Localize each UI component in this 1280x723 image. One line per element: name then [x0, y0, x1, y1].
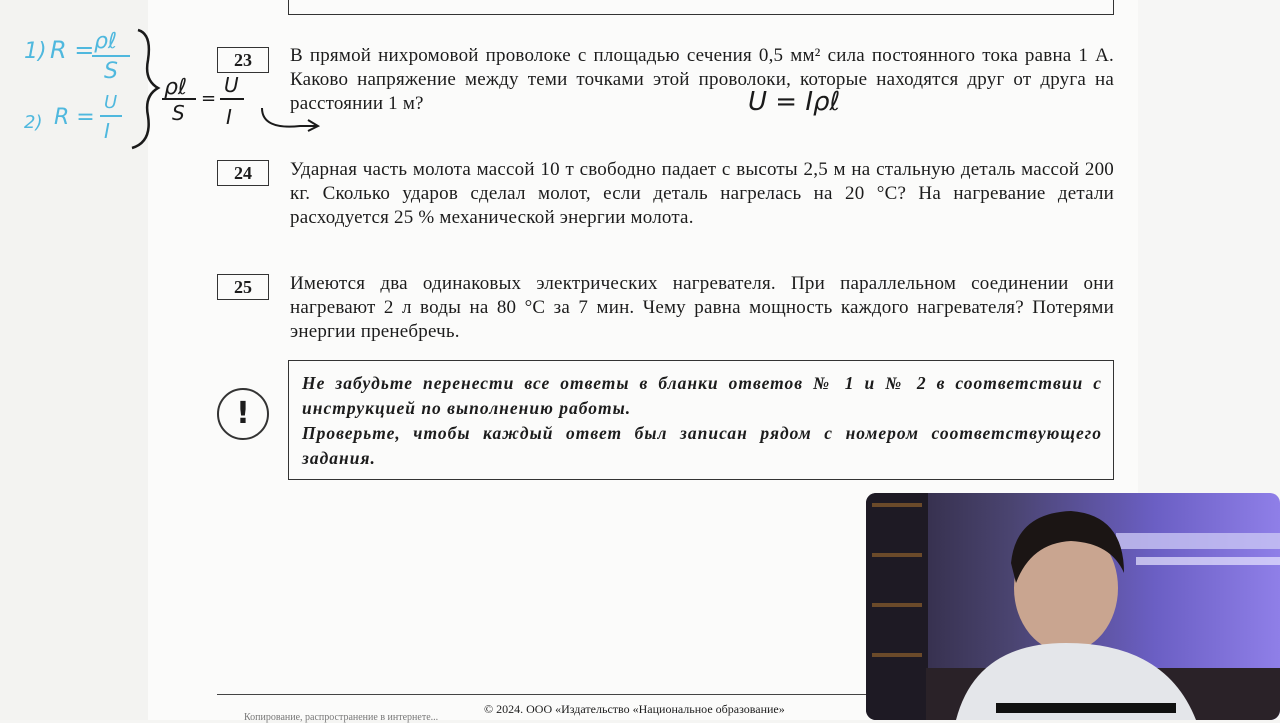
question-number-24: 24 [217, 160, 269, 186]
svg-text:R =: R = [54, 105, 95, 130]
svg-text:U: U [104, 92, 118, 113]
svg-text:U: U [224, 73, 239, 97]
question-text-25: Имеются два одинаковых электрических нагревателя. При параллельном соединении они нагревают 2 л воды на 80 °C за 7 мин. Чему равна мощность каждого нагревателя? Потерями энергии пренебречь. [290, 273, 1114, 342]
svg-text:ρℓ: ρℓ [94, 29, 118, 54]
svg-text:I: I [226, 105, 232, 129]
exclamation-icon: ! [217, 388, 269, 440]
question-text-24: Ударная часть молота массой 10 т свободно падает с высоты 2,5 м на стальную деталь массой 200 кг. Сколько ударов сделал молот, если деталь нагрелась на 20 °C? На нагревание детали расходуется 25 % механической энергии молота. [290, 159, 1114, 228]
svg-text:S: S [172, 101, 185, 125]
footer-note: Копирование, распространение в интернете... [244, 712, 439, 723]
svg-text:=: = [201, 88, 217, 109]
notice-line-2: Проверьте, чтобы каждый ответ был записан рядом с номером соответствующего задания. [302, 423, 1102, 468]
svg-text:R =: R = [50, 36, 95, 64]
presenter-webcam [866, 493, 1280, 720]
formula1-number: 1) [24, 39, 47, 64]
notice-line-1: Не забудьте перенести все ответы в бланки ответов № 1 и № 2 в соответствии с инструкцией по выполнению работы. [302, 373, 1102, 418]
question-number-23: 23 [217, 47, 269, 73]
question-text-23: В прямой нихромовой проволоке с площадью сечения 0,5 мм² сила постоянного тока равна 1 А. Каково напряжение между теми точками этой проволоки, которые находятся друг от друга на расстоянии 1 м? [290, 45, 1114, 114]
svg-text:I: I [104, 119, 110, 143]
svg-text:S: S [104, 59, 118, 84]
footer-copyright: © 2024. ООО «Издательство «Национальное образование» [484, 702, 785, 716]
formula2-number: 2) [24, 112, 43, 133]
question-number-25: 25 [217, 274, 269, 300]
handwritten-answer: U = Iρℓ [748, 87, 841, 117]
svg-text:ρℓ: ρℓ [164, 75, 188, 100]
